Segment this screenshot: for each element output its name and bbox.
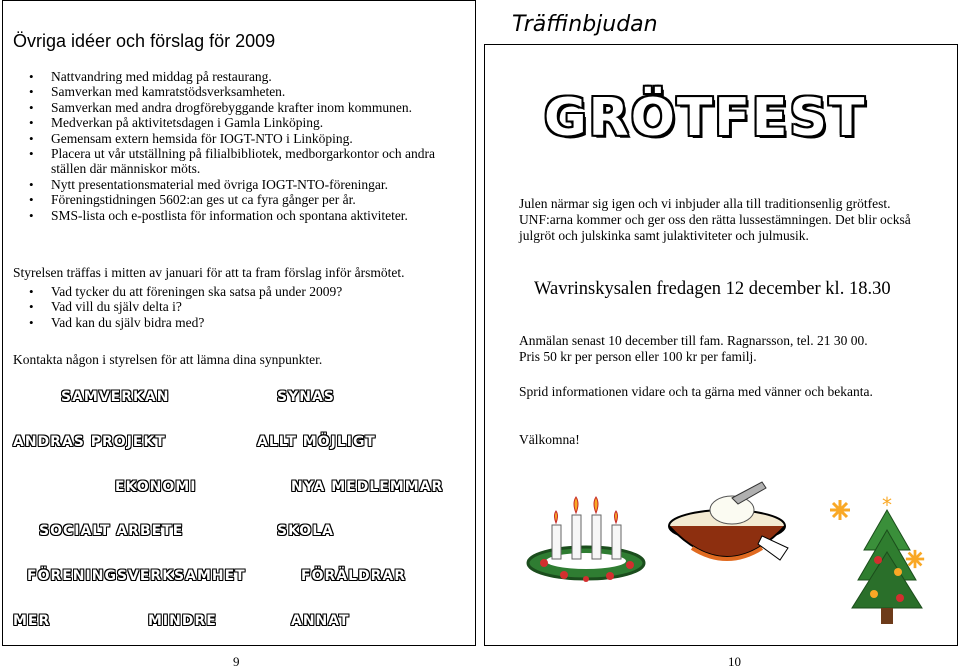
- contact-text: Kontakta någon i styrelsen för att lämna dina synpunkter.: [13, 352, 323, 367]
- word-mindre: MINDRE: [148, 613, 217, 629]
- page-number-right: 10: [728, 654, 741, 669]
- word-mer: MER: [13, 613, 51, 629]
- word-annat: ANNAT: [291, 613, 350, 629]
- list-item: • Föreningstidningen 5602:an ges ut ca fyra gånger per år.: [7, 192, 437, 207]
- invitation-header: Träffinbjudan: [512, 12, 658, 37]
- spread-text: Sprid informationen vidare och ta gärna med vänner och bekanta.: [519, 384, 873, 399]
- list-item: • Nytt presentationsmaterial med övriga IOGT-NTO-föreningar.: [7, 177, 437, 192]
- ideas-list: [7, 69, 437, 223]
- porridge-bowl-illustration: [662, 478, 792, 574]
- headline: GRÖTFEST: [544, 88, 867, 148]
- right-page: [484, 0, 958, 646]
- star-icon: [828, 498, 852, 522]
- venue-text: Wavrinskysalen fredagen 12 december kl. 18.30: [534, 279, 891, 299]
- word-foraldrar: FÖRÄLDRAR: [301, 568, 407, 584]
- board-text: Styrelsen träffas i mitten av januari för att ta fram förslag inför årsmötet.: [13, 265, 405, 280]
- list-item: • SMS-lista och e-postlista för information och spontana aktiviteter.: [7, 208, 437, 223]
- intro-text-2: UNF:arna kommer och ger oss den rätta lussestämningen. Det blir också julgröt och julskinka samt julaktiviteter och julmusik.: [519, 212, 911, 243]
- word-allt-mojligt: ALLT MÖJLIGT: [257, 434, 376, 450]
- word-samverkan: SAMVERKAN: [61, 389, 170, 405]
- intro-text-1: Julen närmar sig igen och vi inbjuder alla till traditionsenlig grötfest.: [519, 196, 891, 211]
- price-text: Pris 50 kr per person eller 100 kr per familj.: [519, 349, 757, 364]
- word-andras-projekt: ANDRAS PROJEKT: [13, 434, 166, 450]
- list-item: • Nattvandring med middag på restaurang.: [7, 69, 437, 84]
- word-synas: SYNAS: [277, 389, 335, 405]
- list-item: • Vad kan du själv bidra med?: [7, 315, 437, 330]
- word-socialt-arbete: SOCIALT ARBETE: [39, 523, 184, 539]
- page-number-left: 9: [233, 654, 240, 669]
- word-nya-medlemmar: NYA MEDLEMMAR: [291, 479, 444, 495]
- word-ekonomi: EKONOMI: [115, 479, 197, 495]
- list-item: • Gemensam extern hemsida för IOGT-NTO i Linköping.: [7, 131, 437, 146]
- list-item: • Medverkan på aktivitetsdagen i Gamla Linköping.: [7, 115, 437, 130]
- list-item: • Samverkan med andra drogförebyggande krafter inom kommunen.: [7, 100, 437, 115]
- list-item: • Placera ut vår utställning på filialbibliotek, medborgarkontor och andra ställen där människor möts.: [7, 146, 437, 177]
- star-icon: [904, 548, 926, 570]
- svg-text:*: *: [882, 493, 892, 517]
- word-skola: SKOLA: [277, 523, 334, 539]
- list-item: • Samverkan med kamratstödsverksamheten.: [7, 84, 437, 99]
- questions-list: [7, 284, 437, 330]
- signup-text: Anmälan senast 10 december till fam. Ragnarsson, tel. 21 30 00.: [519, 333, 868, 348]
- list-item: • Vad tycker du att föreningen ska satsa på under 2009?: [7, 284, 437, 299]
- welcome-text: Välkomna!: [519, 432, 580, 447]
- word-foreningsverksamhet: FÖRENINGSVERKSAMHET: [27, 568, 246, 584]
- page-title: Övriga idéer och förslag för 2009: [13, 31, 276, 51]
- list-item: • Vad vill du själv delta i?: [7, 299, 437, 314]
- advent-wreath-illustration: [522, 485, 650, 585]
- left-page: [2, 0, 476, 646]
